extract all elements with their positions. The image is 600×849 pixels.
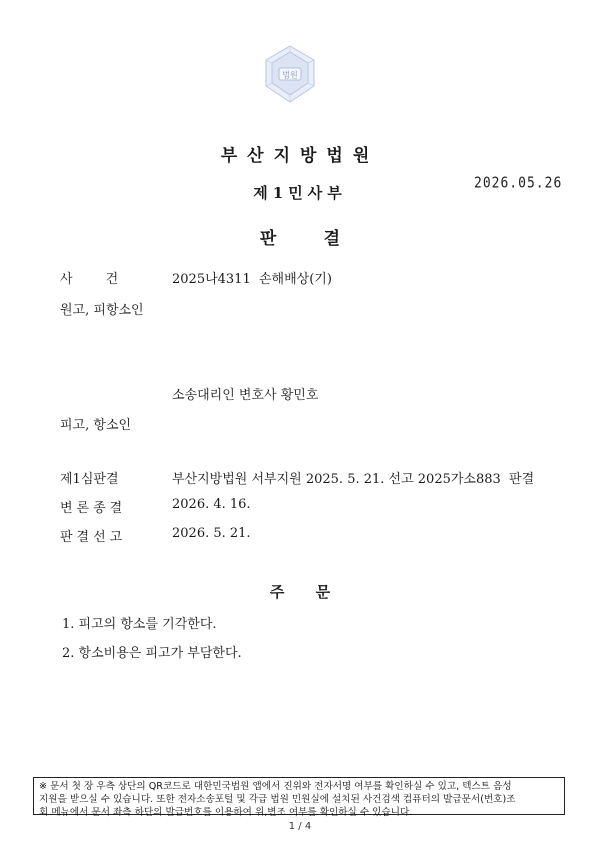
division-name: 제1민사부 bbox=[253, 184, 347, 202]
court-seal-emblem bbox=[262, 44, 318, 104]
notice-line: 지원을 받으실 수 있습니다. 또한 전자소송포털 및 각급 법원 민원실에 설치된 사건검색 컴퓨터의 발급문서(번호)조 bbox=[39, 794, 516, 805]
first-instance-value: 부산지방법원 서부지원 2025. 5. 21. 선고 2025가소883 판결 bbox=[172, 472, 535, 487]
disposition-item: 1. 피고의 항소를 기각한다. bbox=[62, 617, 217, 632]
document-title-text: 판 결 bbox=[259, 229, 341, 249]
counsel-value: 소송대리인 변호사 황민호 bbox=[172, 388, 319, 403]
first-instance-label: 제1심판결 bbox=[60, 472, 119, 487]
disposition-heading: 주 문 bbox=[269, 583, 331, 601]
pronouncement-label: 판결선고 bbox=[60, 530, 127, 545]
verification-notice bbox=[33, 777, 565, 818]
court-seal-icon bbox=[262, 44, 318, 104]
notice-line: 회 메뉴에서 문서 좌측 하단의 발급번호를 이용하여 위,변조 여부를 확인하실 수 있습니다. bbox=[39, 807, 413, 818]
case-label: 사 건 bbox=[60, 272, 119, 287]
page-number: 1 / 4 bbox=[288, 821, 312, 832]
document-title bbox=[0, 224, 600, 249]
defendant-label: 피고, 항소인 bbox=[60, 418, 132, 433]
court-name: 부산지방법원 bbox=[220, 146, 380, 166]
disposition-item: 2. 항소비용은 피고가 부담한다. bbox=[62, 646, 242, 661]
seal-label: 법원 bbox=[282, 70, 298, 80]
closing-value: 2026. 4. 16. bbox=[172, 497, 251, 512]
pronouncement-value: 2026. 5. 21. bbox=[172, 526, 251, 541]
received-date-stamp: 2026.05.26 bbox=[474, 174, 563, 193]
notice-line: ※ 문서 첫 장 우측 상단의 QR코드로 대한민국법원 앱에서 진위와 전자서명 여부를 확인하실 수 있고, 텍스트 음성 bbox=[39, 781, 512, 792]
case-value: 2025나4311 손해배상(기) bbox=[172, 272, 332, 287]
closing-label: 변론종결 bbox=[60, 501, 127, 516]
plaintiff-label: 원고, 피항소인 bbox=[60, 303, 144, 318]
